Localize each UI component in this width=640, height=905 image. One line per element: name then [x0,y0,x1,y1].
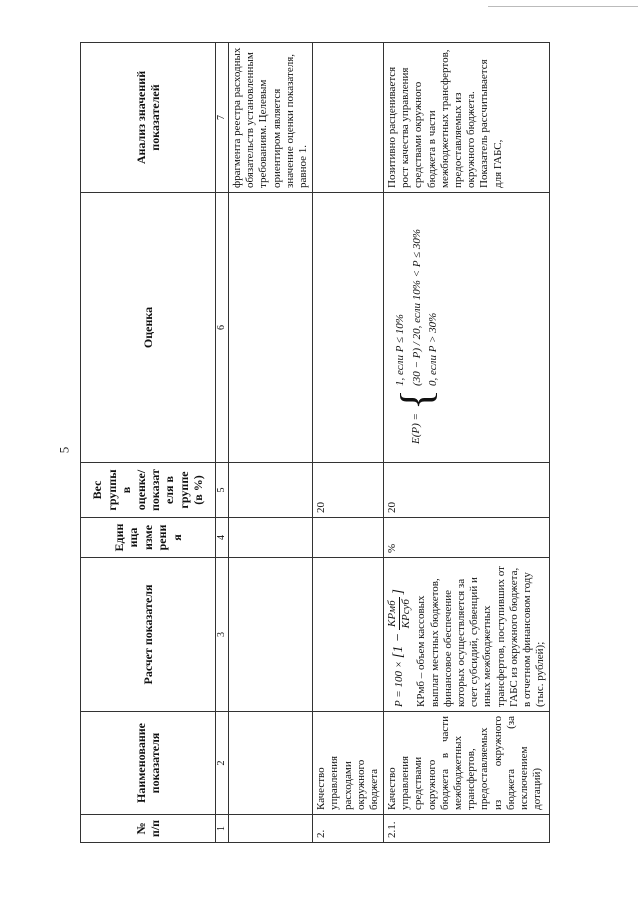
column-number: 7 [216,43,229,193]
score-case-3: 0, если P > 30% [427,312,440,386]
row-2-number: 2. [313,815,384,843]
formula-fraction [386,597,413,630]
row-2-weight: 20 [313,463,384,518]
column-number: 2 [216,712,229,815]
column-number: 6 [216,193,229,463]
header-analysis: Анализ значений показателей [81,43,216,193]
header-calc: Расчет показателя [81,558,216,712]
continuation-text: фрагмента реестра расходных обязательств установленным требованиям. Целевым ориентиром является значение оценки показателя, равное 1. [229,43,313,193]
header-score: Оценка [81,193,216,463]
score-formula [392,229,442,444]
score-case-1: 1, если P ≤ 10% [394,314,407,386]
formula-denominator: КРсуб [400,599,413,629]
row-2-1-calc [384,558,550,712]
scan-edge-mark [488,6,638,7]
indicator-row-2-1 [384,43,550,843]
row-2-1-unit: % [384,518,550,558]
page-number: 5 [56,446,72,454]
row-2-name: Качество управления расходами окружного бюджета [313,712,384,815]
calc-text: КРмб – объем кассовых выплат местных бюджетов, финансовое обеспечение которых осуществляется за счет субсидий, субвенций и иных межбюджетных трансфертов, поступивших от ГАБС из окружного бюджета, в отчетном финансовом году (тыс. рублей); [415,566,547,707]
calc-formula [386,562,413,707]
group-row-2 [313,43,384,843]
bracket-close: ] [391,589,407,595]
row-2-1-name: Качество управления средствами окружного бюджета в части межбюджетных трансфертов, предоставляемых из окружного бюджета (за исключением дотаций) [384,712,550,815]
score-cases [392,229,442,386]
row-2-1-number: 2.1. [384,815,550,843]
bracket-open: [1 − [391,632,407,659]
cases-brace: { [391,388,441,411]
score-lhs: E(P) = [410,413,423,444]
column-number: 1 [216,815,229,843]
header-unit: Единица измерения [81,518,216,558]
header-row [81,43,216,843]
score-case-2: (30 − P) / 20, если 10% < P ≤ 30% [410,228,423,386]
formula-numerator: КРмб [386,597,400,630]
header-weight: Вес группы в оценке/ показателя в группе (в %) [81,463,216,518]
row-2-1-analysis: Позитивно расценивается рост качества управления средствами окружного бюджета в части межбюджетных трансфертов, предоставляемых из окружного бюджета. Показатель рассчитывается для ГАБС, [384,43,550,193]
column-number: 5 [216,463,229,518]
column-number: 4 [216,518,229,558]
indicators-table [80,42,550,843]
row-2-1-weight: 20 [384,463,550,518]
header-name: Наименование показателя [81,712,216,815]
column-number: 3 [216,558,229,712]
continuation-row [229,43,313,843]
row-2-1-score [384,193,550,463]
formula-lhs: P = 100 × [393,660,406,707]
rotated-table-page [80,43,640,843]
column-number-row [216,43,229,843]
header-no: № п/п [81,815,216,843]
